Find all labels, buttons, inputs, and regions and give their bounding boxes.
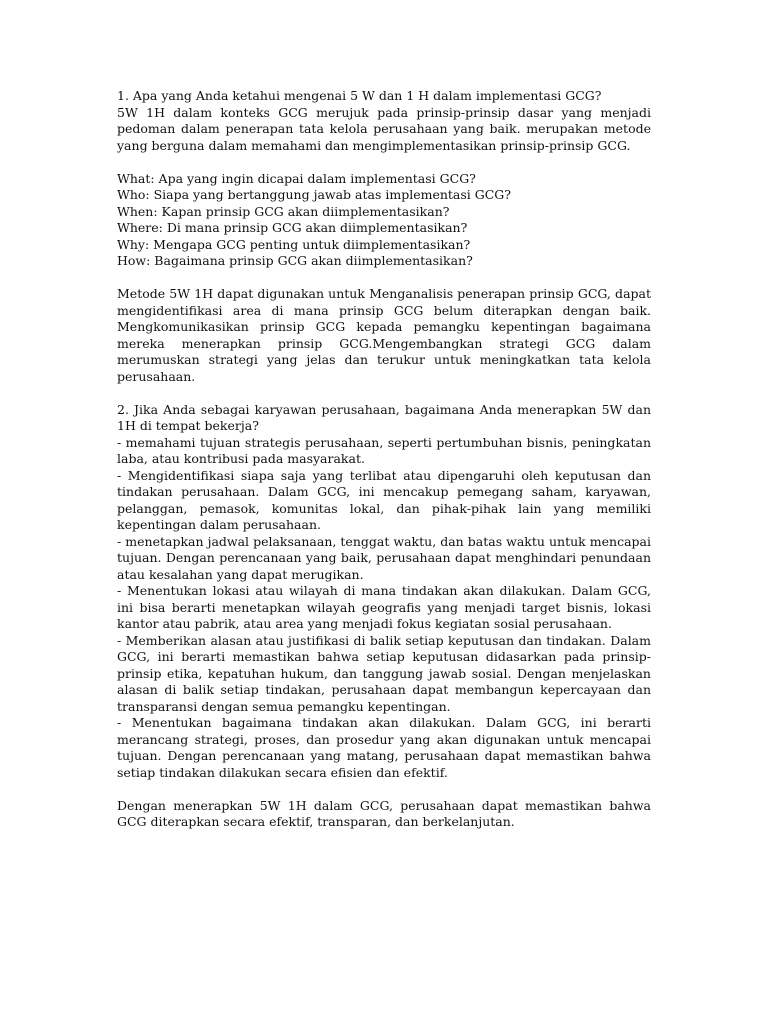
question-line-where: Where: Di mana prinsip GCG akan diimplementasikan? — [117, 220, 468, 235]
question-1-heading: 1. Apa yang Anda ketahui mengenai 5 W dan 1 H dalam implementasi GCG? — [117, 88, 602, 103]
point-when: - menetapkan jadwal pelaksanaan, tenggat waktu, dan batas waktu untuk mencapai tujuan. Dengan perencanaan yang baik, perusahaan dapat menghindari penundaan atau kesalahan yang dapat merugikan. — [117, 533, 651, 582]
point-what: - memahami tujuan strategis perusahaan, seperti pertumbuhan bisnis, peningkatan laba, atau kontribusi pada masyarakat. — [117, 434, 651, 466]
method-paragraph: Metode 5W 1H dapat digunakan untuk Menganalisis penerapan prinsip GCG, dapat mengidentifikasi area di mana prinsip GCG belum diterapkan dengan baik. Mengkomunikasikan prinsip GCG kepada pemangku kepentingan bagaimana mereka menerapkan prinsip GCG.Mengembangkan strategi GCG dalam merumuskan strategi yang jelas dan terukur untuk meningkatkan tata kelola perusahaan. — [117, 286, 651, 384]
question-line-who: Who: Siapa yang bertanggung jawab atas implementasi GCG? — [117, 187, 511, 202]
point-where: - Menentukan lokasi atau wilayah di mana tindakan akan dilakukan. Dalam GCG, ini bisa berarti menetapkan wilayah geografis yang menjadi target bisnis, lokasi kantor atau pabrik, atau area yang menjadi fokus kegiatan sosial perusahaan. — [117, 583, 651, 631]
conclusion-paragraph: Dengan menerapkan 5W 1H dalam GCG, perusahaan dapat memastikan bahwa GCG diterapkan secara efektif, transparan, dan berkelanjutan. — [117, 797, 651, 829]
question-line-when: When: Kapan prinsip GCG akan diimplementasikan? — [117, 203, 450, 219]
question-1-answer: 5W 1H dalam konteks GCG merujuk pada prinsip-prinsip dasar yang menjadi pedoman dalam penerapan tata kelola perusahaan yang baik. merupakan metode yang berguna dalam memahami dan mengimplementasikan prinsip-prinsip GCG. — [117, 104, 651, 153]
question-2-heading: 2. Jika Anda sebagai karyawan perusahaan, bagaimana Anda menerapkan 5W dan 1H di tempat bekerja? — [117, 401, 651, 433]
point-how: - Menentukan bagaimana tindakan akan dilakukan. Dalam GCG, ini berarti merancang strategi, proses, dan prosedur yang akan digunakan untuk mencapai tujuan. Dengan perencanaan yang matang, perusahaan dapat memastikan bahwa setiap tindakan dilakukan secara efisien dan efektif. — [117, 715, 651, 780]
paragraph-spacer — [117, 154, 651, 171]
paragraph-spacer — [117, 781, 651, 798]
paragraph-spacer — [117, 385, 651, 402]
question-line-why: Why: Mengapa GCG penting untuk diimplementasikan? — [117, 236, 471, 252]
paragraph-spacer — [117, 270, 651, 287]
point-why: - Memberikan alasan atau justifikasi di balik setiap keputusan dan tindakan. Dalam GCG, ini berarti memastikan bahwa setiap keputusan didasarkan pada prinsip-prinsip etika, kepatuhan hukum, dan tanggung jawab sosial. Dengan menjelaskan alasan di balik setiap tindakan, perusahaan dapat membangun kepercayaan dan transparansi dengan semua pemangku kepentingan. — [117, 632, 651, 714]
question-line-how: How: Bagaimana prinsip GCG akan diimplementasikan? — [117, 253, 473, 268]
question-line-what: What: Apa yang ingin dicapai dalam implementasi GCG? — [117, 170, 476, 186]
point-who: - Mengidentifikasi siapa saja yang terlibat atau dipengaruhi oleh keputusan dan tindakan perusahaan. Dalam GCG, ini mencakup pemegang saham, karyawan, pelanggan, pemasok, komunitas lokal, dan pihak-pihak lain yang memiliki kepentingan dalam perusahaan. — [117, 467, 651, 532]
document-page — [117, 88, 651, 831]
